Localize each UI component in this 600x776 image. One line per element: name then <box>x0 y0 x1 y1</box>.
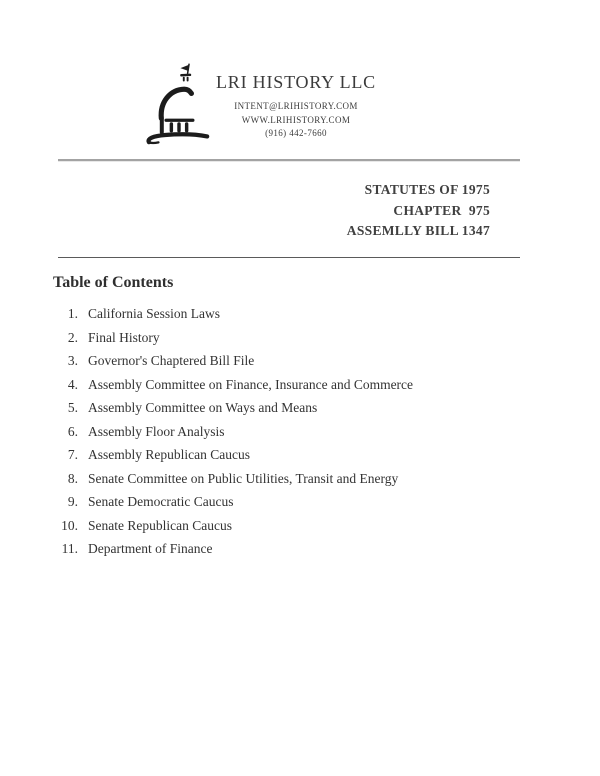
toc-item-label: Governor's Chaptered Bill File <box>88 353 255 368</box>
toc-item-number: 4. <box>67 376 78 392</box>
toc-item <box>44 425 560 439</box>
assembly-bill-line: ASSEMLLY BILL 1347 <box>346 223 490 238</box>
toc-item-number: 8. <box>67 470 78 486</box>
toc-item-number: 2. <box>67 329 78 345</box>
company-phone: (916) 442-7660 <box>265 128 327 138</box>
toc-item <box>44 542 560 556</box>
company-website: WWW.LRIHISTORY.COM <box>241 114 351 125</box>
toc-item-label: Senate Committee on Public Utilities, Transit and Energy <box>88 470 399 486</box>
toc-item-number: 9. <box>67 494 78 509</box>
toc-item-label: Assembly Republican Caucus <box>88 447 250 462</box>
toc-item-label: Senate Democratic Caucus <box>88 494 234 509</box>
chapter-line: CHAPTER 975 <box>393 202 490 218</box>
company-email: INTENT@LRIHISTORY.COM <box>234 101 358 111</box>
toc-item-label: Assembly Committee on Finance, Insurance and Commerce <box>88 376 414 392</box>
toc-item <box>44 495 560 509</box>
toc-item-number: 5. <box>67 400 78 415</box>
toc-item <box>44 307 560 321</box>
toc-item-label: Final History <box>88 329 160 345</box>
toc-list <box>44 307 560 566</box>
toc-item <box>44 378 560 392</box>
toc-item-label: Assembly Committee on Ways and Means <box>88 400 318 415</box>
toc-item-label: Department of Finance <box>88 541 213 556</box>
statutes-block <box>58 180 490 242</box>
toc-title: Table of Contents <box>53 274 174 291</box>
company-name: LRI HISTORY LLC <box>215 72 376 92</box>
toc-item-number: 7. <box>67 447 78 462</box>
toc-item <box>44 354 560 368</box>
statutes-year-line: STATUTES OF 1975 <box>364 182 490 197</box>
toc-item-label: Assembly Floor Analysis <box>88 423 225 439</box>
toc-item <box>44 519 560 533</box>
toc-item-number: 1. <box>67 306 78 321</box>
toc-item <box>44 448 560 462</box>
letterhead <box>0 72 592 141</box>
toc-item <box>44 472 560 486</box>
toc-item-label: Senate Republican Caucus <box>88 517 232 533</box>
header-divider <box>58 159 520 162</box>
toc-item-number: 3. <box>67 353 78 368</box>
toc-item-label: California Session Laws <box>88 306 220 321</box>
statutes-divider <box>58 257 520 258</box>
toc-item <box>44 401 560 415</box>
toc-item-number: 11. <box>61 541 78 556</box>
toc-item-number: 6. <box>67 423 78 439</box>
toc-item-number: 10. <box>61 517 78 533</box>
toc-item <box>44 331 560 345</box>
